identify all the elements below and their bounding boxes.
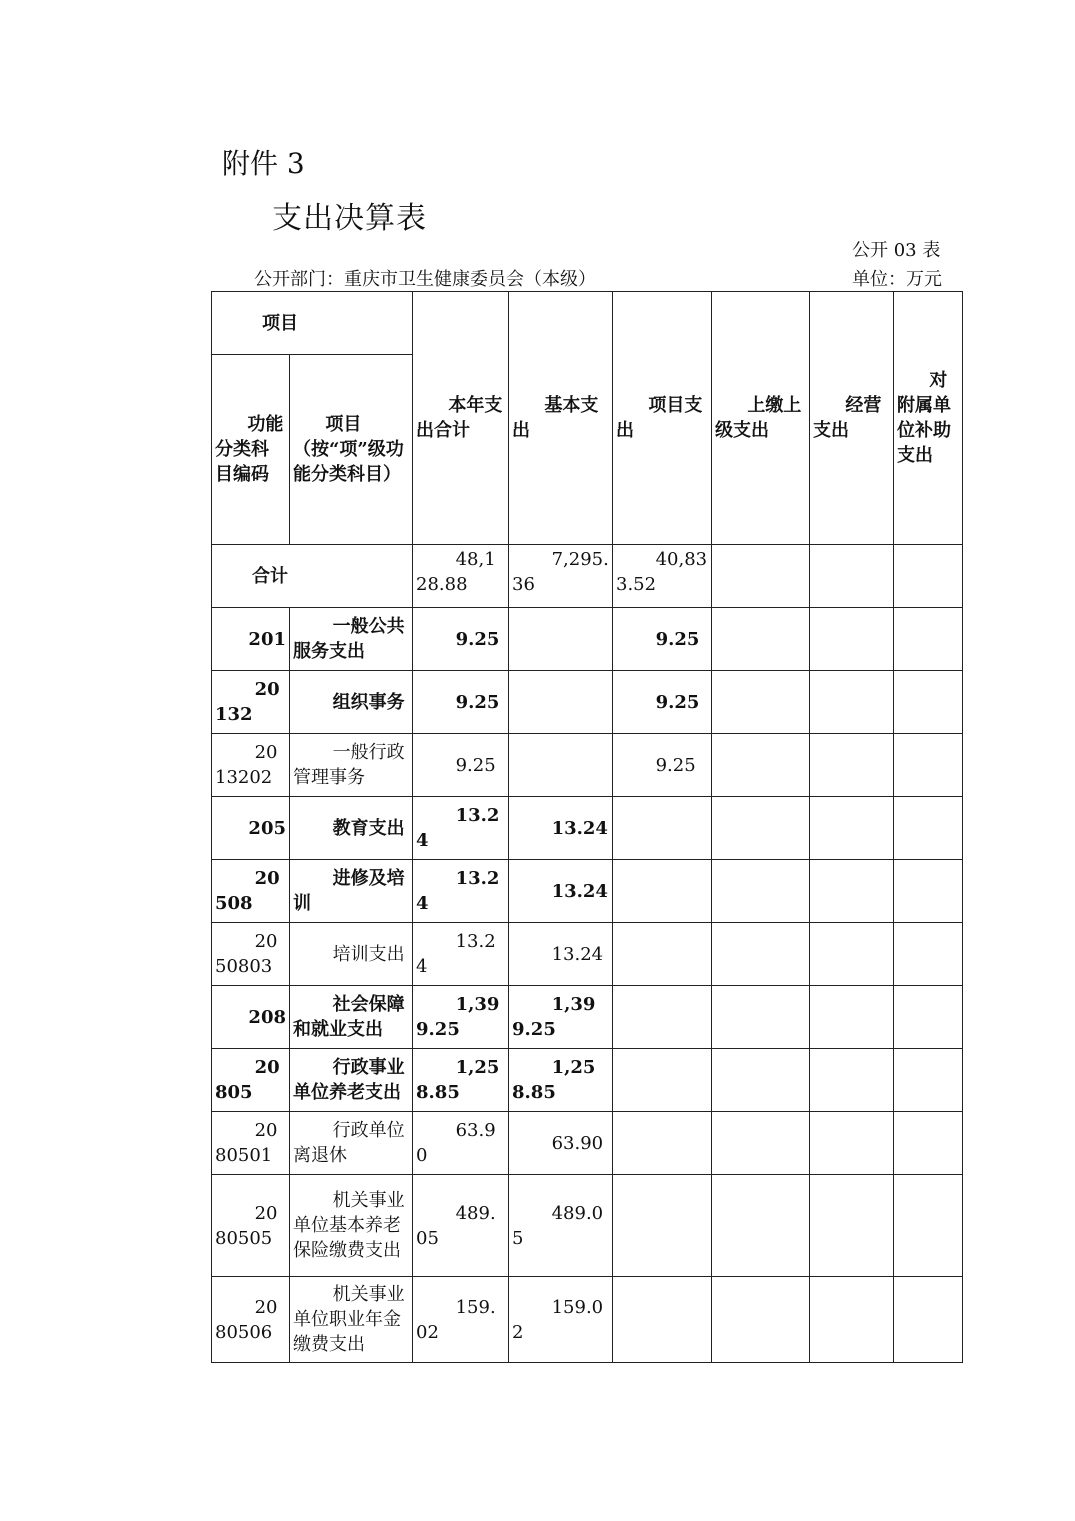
table-row xyxy=(212,1049,963,1112)
row-total: 13.24 xyxy=(413,860,509,923)
row-business xyxy=(810,1112,894,1175)
table-row xyxy=(212,1277,963,1363)
summary-label: 合计 xyxy=(212,545,413,608)
summary-upper xyxy=(712,545,810,608)
row-subsidy xyxy=(894,1175,963,1277)
row-total: 9.25 xyxy=(413,671,509,734)
row-subsidy xyxy=(894,608,963,671)
row-business xyxy=(810,734,894,797)
summary-total: 48,128.88 xyxy=(413,545,509,608)
table-row xyxy=(212,986,963,1049)
row-name: 教育支出 xyxy=(290,797,413,860)
row-subsidy xyxy=(894,671,963,734)
row-total: 9.25 xyxy=(413,734,509,797)
row-upper xyxy=(712,1277,810,1363)
row-total: 159.02 xyxy=(413,1277,509,1363)
row-project xyxy=(613,797,712,860)
row-project xyxy=(613,1277,712,1363)
row-project xyxy=(613,923,712,986)
row-code: 208 xyxy=(212,986,290,1049)
row-upper xyxy=(712,1112,810,1175)
row-total: 1,399.25 xyxy=(413,986,509,1049)
department-label: 公开部门：重庆市卫生健康委员会（本级） xyxy=(254,269,596,290)
row-project xyxy=(613,986,712,1049)
row-upper xyxy=(712,608,810,671)
header-business: 经营支出 xyxy=(810,292,894,545)
row-name: 机关事业单位基本养老保险缴费支出 xyxy=(290,1175,413,1277)
row-upper xyxy=(712,1175,810,1277)
header-project-expense: 项目支出 xyxy=(613,292,712,545)
row-name: 机关事业单位职业年金缴费支出 xyxy=(290,1277,413,1363)
row-upper xyxy=(712,671,810,734)
row-basic: 13.24 xyxy=(509,923,613,986)
row-upper xyxy=(712,797,810,860)
row-subsidy xyxy=(894,923,963,986)
expenditure-table xyxy=(211,291,963,1363)
row-code: 2080501 xyxy=(212,1112,290,1175)
row-business xyxy=(810,1049,894,1112)
row-business xyxy=(810,671,894,734)
row-total: 63.90 xyxy=(413,1112,509,1175)
table-row xyxy=(212,1175,963,1277)
row-total: 13.24 xyxy=(413,923,509,986)
row-name: 一般行政管理事务 xyxy=(290,734,413,797)
row-basic: 63.90 xyxy=(509,1112,613,1175)
page-title: 支出决算表 xyxy=(272,201,427,236)
row-name: 行政单位离退休 xyxy=(290,1112,413,1175)
row-total: 9.25 xyxy=(413,608,509,671)
row-business xyxy=(810,608,894,671)
header-subsidy: 对附属单位补助支出 xyxy=(894,292,963,545)
row-upper xyxy=(712,923,810,986)
table-row xyxy=(212,797,963,860)
row-business xyxy=(810,1175,894,1277)
row-subsidy xyxy=(894,1049,963,1112)
row-upper xyxy=(712,986,810,1049)
row-project: 9.25 xyxy=(613,671,712,734)
header-project: 项目 xyxy=(212,292,413,355)
row-total: 1,258.85 xyxy=(413,1049,509,1112)
row-basic xyxy=(509,671,613,734)
header-upper: 上缴上级支出 xyxy=(712,292,810,545)
summary-row xyxy=(212,545,963,608)
row-name: 行政事业单位养老支出 xyxy=(290,1049,413,1112)
summary-subsidy xyxy=(894,545,963,608)
row-business xyxy=(810,797,894,860)
row-total: 13.24 xyxy=(413,797,509,860)
row-name: 培训支出 xyxy=(290,923,413,986)
summary-project: 40,833.52 xyxy=(613,545,712,608)
row-project xyxy=(613,1049,712,1112)
row-code: 20132 xyxy=(212,671,290,734)
row-basic: 159.02 xyxy=(509,1277,613,1363)
row-project: 9.25 xyxy=(613,608,712,671)
row-code: 20805 xyxy=(212,1049,290,1112)
row-name: 组织事务 xyxy=(290,671,413,734)
row-upper xyxy=(712,734,810,797)
row-name: 一般公共服务支出 xyxy=(290,608,413,671)
table-row xyxy=(212,860,963,923)
row-subsidy xyxy=(894,986,963,1049)
header-name: 项目（按“项”级功能分类科目） xyxy=(290,355,413,545)
row-code: 2080505 xyxy=(212,1175,290,1277)
table-row xyxy=(212,1112,963,1175)
row-basic: 1,399.25 xyxy=(509,986,613,1049)
row-basic: 13.24 xyxy=(509,797,613,860)
header-basic: 基本支出 xyxy=(509,292,613,545)
row-business xyxy=(810,1277,894,1363)
row-project xyxy=(613,1112,712,1175)
row-business xyxy=(810,860,894,923)
table-row xyxy=(212,608,963,671)
table-number: 公开 03 表 xyxy=(852,240,941,261)
row-code: 205 xyxy=(212,797,290,860)
table-row xyxy=(212,671,963,734)
row-upper xyxy=(712,860,810,923)
row-subsidy xyxy=(894,1112,963,1175)
row-basic xyxy=(509,608,613,671)
header-total: 本年支出合计 xyxy=(413,292,509,545)
row-name: 社会保障和就业支出 xyxy=(290,986,413,1049)
row-upper xyxy=(712,1049,810,1112)
row-basic xyxy=(509,734,613,797)
header-code: 功能分类科目编码 xyxy=(212,355,290,545)
row-code: 201 xyxy=(212,608,290,671)
row-code: 2013202 xyxy=(212,734,290,797)
unit-label: 单位：万元 xyxy=(852,269,942,290)
row-subsidy xyxy=(894,734,963,797)
row-subsidy xyxy=(894,797,963,860)
row-code: 20508 xyxy=(212,860,290,923)
summary-basic: 7,295.36 xyxy=(509,545,613,608)
row-basic: 489.05 xyxy=(509,1175,613,1277)
row-code: 2050803 xyxy=(212,923,290,986)
row-project: 9.25 xyxy=(613,734,712,797)
table-row xyxy=(212,734,963,797)
attachment-label: 附件 3 xyxy=(222,147,305,180)
summary-business xyxy=(810,545,894,608)
row-business xyxy=(810,986,894,1049)
table-row xyxy=(212,923,963,986)
row-business xyxy=(810,923,894,986)
row-project xyxy=(613,860,712,923)
row-basic: 1,258.85 xyxy=(509,1049,613,1112)
row-subsidy xyxy=(894,860,963,923)
row-name: 进修及培训 xyxy=(290,860,413,923)
row-subsidy xyxy=(894,1277,963,1363)
row-code: 2080506 xyxy=(212,1277,290,1363)
row-project xyxy=(613,1175,712,1277)
row-basic: 13.24 xyxy=(509,860,613,923)
row-total: 489.05 xyxy=(413,1175,509,1277)
